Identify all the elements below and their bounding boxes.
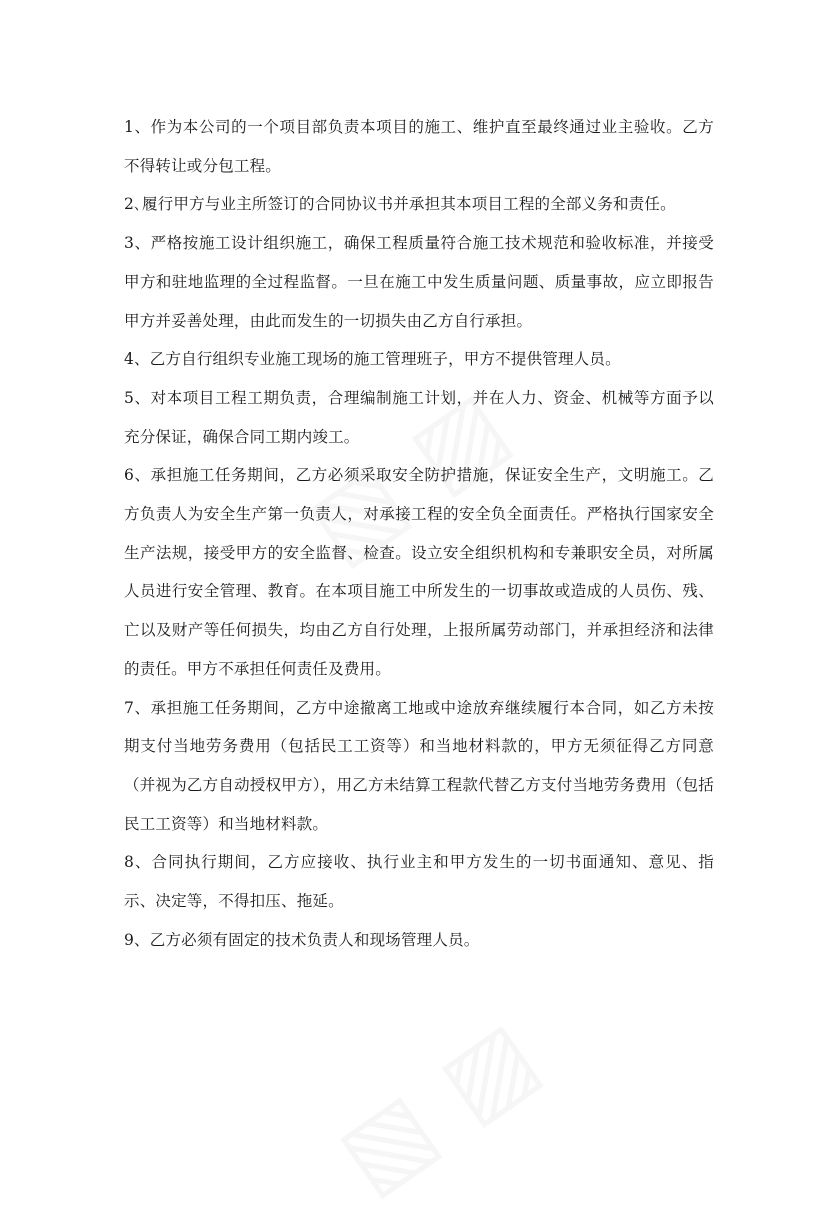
clause-8: 8、合同执行期间，乙方应接收、执行业主和甲方发生的一切书面通知、意见、指示、决定等，不得扣压、拖延。 — [124, 853, 714, 911]
watermark-shape — [317, 999, 557, 1213]
clause-5: 5、对本项目工程工期负责，合理编制施工计划，并在人力、资金、机械等方面予以充分保证，确保合同工期内竣工。 — [124, 388, 714, 446]
clause-7: 7、承担施工任务期间，乙方中途撤离工地或中途放弃继续履行本合同，如乙方未按期支付当地劳务费用（包括民工工资等）和当地材料款的，甲方无须征得乙方同意（并视为乙方自动授权甲方），用乙方未结算工程款代替乙方支付当地劳务费用（包括民工工资等）和当地材料款。 — [124, 698, 714, 833]
clause-3: 3、严格按施工设计组织施工，确保工程质量符合施工技术规范和验收标准，并接受甲方和驻地监理的全过程监督。一旦在施工中发生质量问题、质量事故，应立即报告甲方并妥善处理，由此而发生的一切损失由乙方自行承担。 — [124, 234, 714, 330]
document-body — [124, 108, 714, 959]
clause-6: 6、承担施工任务期间，乙方必须采取安全防护措施，保证安全生产，文明施工。乙方负责人为安全生产第一负责人，对承接工程的安全负全面责任。严格执行国家安全生产法规，接受甲方的安全监督、检查。设立安全组织机构和专兼职安全员，对所属人员进行安全管理、教育。在本项目施工中所发生的一切事故或造成的人员伤、残、亡以及财产等任何损失，均由乙方自行处理，上报所属劳动部门，并承担经济和法律的责任。甲方不承担任何责任及费用。 — [124, 466, 714, 678]
clause-1: 1、作为本公司的一个项目部负责本项目的施工、维护直至最终通过业主验收。乙方不得转让或分包工程。 — [124, 118, 714, 175]
clause-2: 2､履行甲方与业主所签订的合同协议书并承担其本项目工程的全部义务和责任。 — [124, 195, 676, 214]
clause-9: 9、乙方必须有固定的技术负责人和现场管理人员。 — [124, 930, 480, 949]
clause-4: 4、乙方自行组织专业施工现场的施工管理班子，甲方不提供管理人员。 — [124, 350, 621, 369]
